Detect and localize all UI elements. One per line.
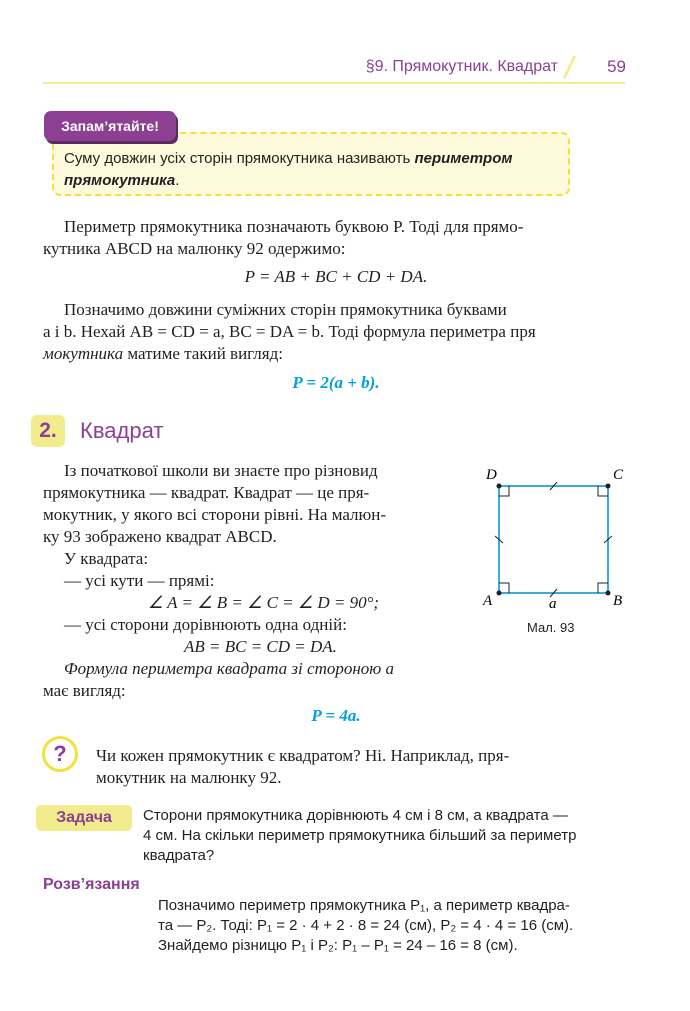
square-line-10: має вигляд:	[43, 681, 126, 700]
side-a-label: a	[549, 596, 557, 612]
task-line2: 4 см. На скільки периметр прямокутника більший за периметр	[143, 827, 577, 844]
page-number: 59	[607, 57, 626, 76]
formula-perimeter-square: P = 4a.	[311, 706, 361, 725]
vertex-c-label: C	[613, 467, 624, 483]
formula-perimeter-sum: P = AB + BC + CD + DA.	[244, 267, 428, 286]
question-line2: мокутник на малюнку 92.	[96, 768, 282, 787]
remember-badge: Запам’ятайте!	[44, 111, 176, 141]
square-line-4: У квадрата:	[64, 549, 149, 568]
square-outline	[499, 486, 608, 593]
vertex-b-label: B	[613, 593, 623, 609]
formula-perimeter-rectangle: P = 2(a + b).	[292, 373, 380, 392]
remember-text-start: Суму довжин усіх сторін прямокутника називають	[64, 150, 415, 167]
solution-line3: Знайдемо різницю P₁ і P₂: P₁ – P₁ = 24 – 16 = 8 (см).	[158, 937, 518, 954]
vertex-a-label: A	[483, 593, 493, 609]
square-line-9: Формула периметра квадрата зі стороною a	[64, 659, 395, 678]
header-slash-divider	[563, 56, 576, 78]
square-figure	[480, 458, 630, 618]
perimeter-para2-line1: Позначимо довжини суміжних сторін прямокутника буквами	[64, 300, 507, 319]
question-line1: Чи кожен прямокутник є квадратом? Ні. Наприклад, пря-	[96, 746, 510, 765]
perimeter-para1-line1: Периметр прямокутника позначають буквою P. Тоді для прямо-	[64, 217, 524, 236]
task-badge: Задача	[36, 805, 132, 831]
vertex-d-point	[497, 484, 502, 489]
remember-text-term: периметром прямокутника	[64, 150, 513, 189]
vertex-a-point	[497, 591, 502, 596]
square-line-1: прямокутника — квадрат. Квадрат — це пря-	[43, 483, 370, 502]
running-header-section: §9. Прямокутник. Квадрат	[365, 58, 558, 75]
header-rule	[43, 82, 625, 84]
section-title: Квадрат	[80, 418, 164, 443]
perimeter-para2-italic: мокутника	[43, 344, 124, 363]
section-number-badge: 2.	[31, 415, 65, 447]
task-text	[143, 806, 629, 866]
square-line-2: мокутник, у якого всі сторони рівні. На малюн-	[43, 505, 386, 524]
perimeter-para2-line3	[43, 343, 629, 365]
square-sides-formula: AB = BC = CD = DA.	[184, 637, 337, 656]
square-line-7: — усі сторони дорівнюють одна одній:	[64, 615, 347, 634]
question-icon: ?	[42, 736, 78, 772]
remember-text-end: .	[175, 172, 180, 189]
solution-title: Розв’язання	[43, 876, 140, 893]
task-line3: квадрата?	[143, 847, 215, 864]
task-line1: Сторони прямокутника дорівнюють 4 см і 8 см, а квадрата —	[143, 807, 568, 824]
perimeter-para1-line2: кутника ABCD на малюнку 92 одержимо:	[43, 239, 346, 258]
vertex-c-point	[606, 484, 611, 489]
square-angles-formula: ∠ A = ∠ B = ∠ C = ∠ D = 90°;	[148, 593, 380, 612]
vertex-b-point	[606, 591, 611, 596]
square-line-0: Із початкової школи ви знаєте про різновид	[64, 461, 378, 480]
solution-line2: та — P₂. Тоді: P₁ = 2 · 4 + 2 · 8 = 24 (см), P₂ = 4 · 4 = 16 (см).	[158, 917, 574, 934]
vertex-d-label: D	[486, 467, 497, 483]
perimeter-para2-line2: a і b. Нехай AB = CD = a, BC = DA = b. Тоді формула периметра пря	[43, 322, 536, 341]
perimeter-para2-rest: матиме такий вигляд:	[123, 344, 283, 363]
remember-text	[64, 148, 562, 192]
square-line-3: ку 93 зображено квадрат ABCD.	[43, 527, 277, 546]
figure-caption: Мал. 93	[527, 620, 575, 635]
solution-line1: Позначимо периметр прямокутника P₁, а периметр квадра-	[158, 897, 570, 914]
square-line-5: — усі кути — прямі:	[64, 571, 215, 590]
solution-text	[158, 896, 630, 956]
